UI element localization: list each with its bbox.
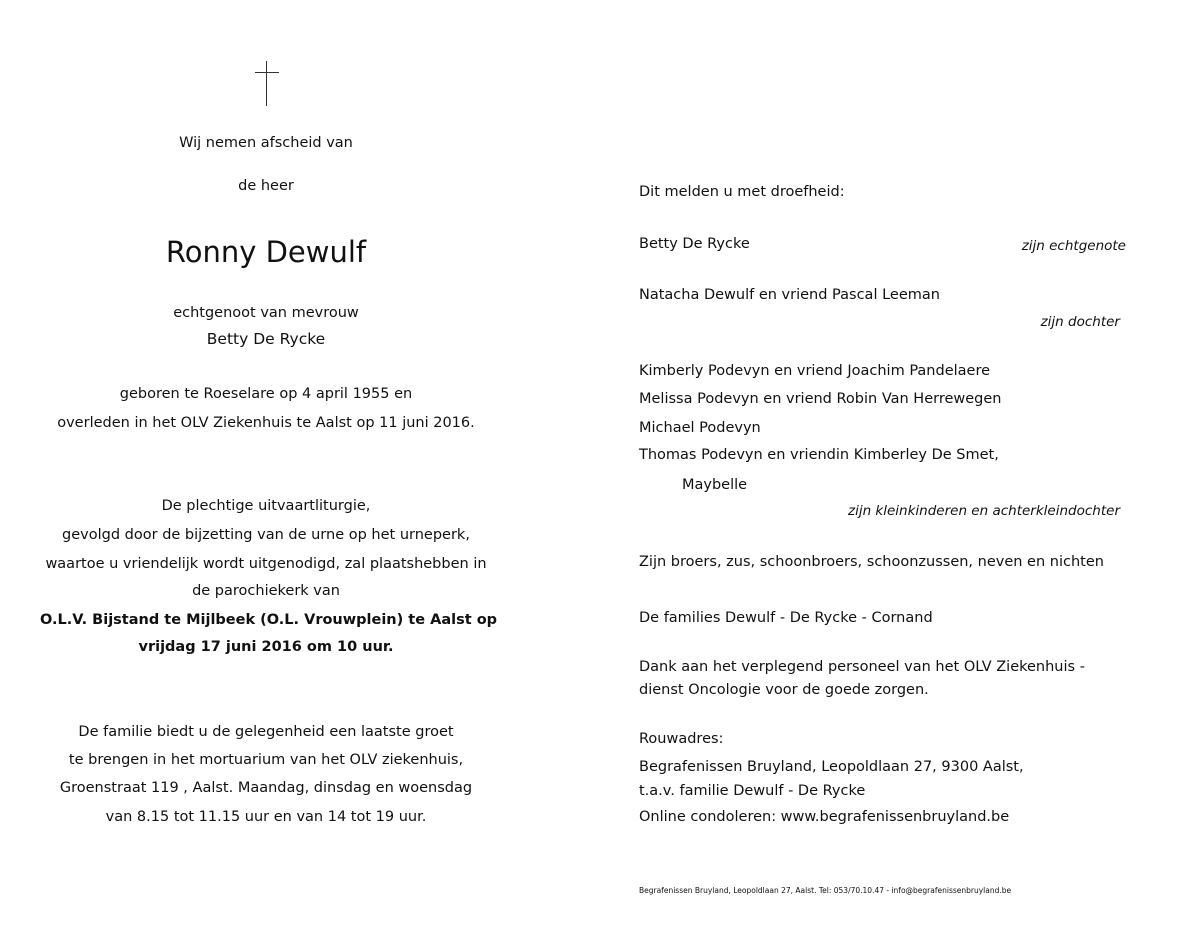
visitation-line-3: Groenstraat 119 , Aalst. Maandag, dinsdag en woensdag	[59, 780, 473, 796]
thanks-line-2: dienst Oncologie voor de goede zorgen.	[639, 682, 929, 698]
funeral-line-4: de parochiekerk van	[192, 583, 340, 599]
visitation-line-4: van 8.15 tot 11.15 uur en van 14 tot 19 uur.	[105, 809, 427, 825]
honorific-text: de heer	[238, 178, 294, 194]
grandchild-1: Kimberly Podevyn en vriend Joachim Pandelaere	[639, 363, 991, 379]
grandchildren-role: zijn kleinkinderen en achterkleindochter	[847, 503, 1120, 519]
wife-name: Betty De Rycke	[639, 236, 750, 252]
wife-role: zijn echtgenote	[1021, 238, 1126, 254]
grandchild-4: Thomas Podevyn en vriendin Kimberley De Smet,	[639, 447, 999, 463]
cross-icon	[255, 61, 279, 106]
visitation-line-1: De familie biedt u de gelegenheid een laatste groet	[78, 724, 454, 740]
address-line-2: t.a.v. familie Dewulf - De Rycke	[639, 783, 866, 799]
siblings-text: Zijn broers, zus, schoonbroers, schoonzussen, neven en nichten	[639, 554, 1104, 570]
birth-line: geboren te Roeselare op 4 april 1955 en	[119, 386, 413, 402]
spouse-intro: echtgenoot van mevrouw	[173, 305, 359, 321]
great-grandchild: Maybelle	[682, 477, 748, 493]
address-line-3: Online condoleren: www.begrafenissenbruyland.be	[639, 809, 1010, 825]
address-line-1: Begrafenissen Bruyland, Leopoldlaan 27, 9300 Aalst,	[639, 759, 1024, 775]
daughter-role: zijn dochter	[1040, 314, 1120, 330]
grandchild-3: Michael Podevyn	[639, 420, 761, 436]
funeral-line-2: gevolgd door de bijzetting van de urne op het urneperk,	[62, 527, 470, 543]
families-text: De families Dewulf - De Rycke - Cornand	[639, 610, 933, 626]
visitation-line-2: te brengen in het mortuarium van het OLV ziekenhuis,	[68, 752, 464, 768]
funeral-line-1: De plechtige uitvaartliturgie,	[161, 498, 371, 514]
death-line: overleden in het OLV Ziekenhuis te Aalst op 11 juni 2016.	[57, 415, 475, 431]
grandchild-2: Melissa Podevyn en vriend Robin Van Herrewegen	[639, 391, 1002, 407]
church-line: O.L.V. Bijstand te Mijlbeek (O.L. Vrouwplein) te Aalst op	[40, 612, 498, 628]
spouse-name: Betty De Rycke	[206, 330, 326, 348]
announce-text: Dit melden u met droefheid:	[639, 184, 845, 200]
address-heading: Rouwadres:	[639, 731, 724, 747]
deceased-name: Ronny Dewulf	[165, 235, 367, 269]
funeral-line-3: waartoe u vriendelijk wordt uitgenodigd, zal plaatshebben in	[45, 556, 487, 572]
footer-text: Begrafenissen Bruyland, Leopoldlaan 27, Aalst. Tel: 053/70.10.47 - info@begrafenissenbruyland.be	[639, 886, 1012, 895]
daughter-name: Natacha Dewulf en vriend Pascal Leeman	[639, 287, 940, 303]
intro-text: Wij nemen afscheid van	[179, 135, 353, 151]
thanks-line-1: Dank aan het verplegend personeel van het OLV Ziekenhuis -	[639, 659, 1085, 675]
datetime-line: vrijdag 17 juni 2016 om 10 uur.	[138, 639, 394, 655]
